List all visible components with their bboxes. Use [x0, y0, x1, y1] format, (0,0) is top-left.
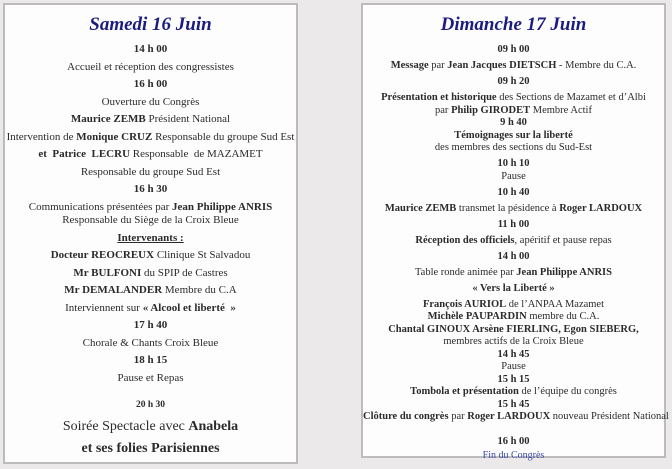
- schedule-text: Soirée Spectacle avec: [62, 418, 189, 434]
- schedule-sunday: [363, 44, 669, 461]
- schedule-line: [5, 419, 296, 434]
- schedule-text: et Patrice LECRU: [38, 148, 131, 160]
- schedule-line: [363, 171, 664, 182]
- schedule-text: 18 h 15: [133, 354, 168, 366]
- schedule-text: 17 h 40: [133, 319, 168, 331]
- schedule-line: [5, 338, 296, 350]
- schedule-text: Intervenants :: [117, 231, 184, 244]
- schedule-line: [363, 361, 664, 372]
- schedule-line: [5, 149, 296, 161]
- schedule-text: Philip GIRODET: [451, 104, 531, 116]
- schedule-line: [363, 374, 664, 385]
- programme-page-saturday: [3, 3, 298, 464]
- schedule-line: [363, 44, 664, 55]
- schedule-line: [5, 184, 296, 196]
- schedule-text: 14 h 00: [497, 250, 530, 262]
- schedule-text: des membres des sections du Sud-Est: [434, 142, 593, 153]
- schedule-text: Chorale & Chants Croix Bleue: [82, 336, 219, 349]
- schedule-line: [5, 79, 296, 91]
- schedule-line: [363, 399, 664, 410]
- schedule-text: Jean Philippe ANRIS: [172, 200, 273, 213]
- schedule-text: Fin du Congrès: [482, 450, 545, 461]
- schedule-text: Roger LARDOUX: [559, 202, 643, 214]
- schedule-text: « Alcool et liberté »: [142, 301, 236, 314]
- schedule-line: [363, 158, 664, 169]
- schedule-line: [363, 105, 664, 116]
- schedule-line: [363, 349, 664, 360]
- schedule-line: [5, 132, 296, 144]
- schedule-text: 14 h 45: [497, 348, 530, 360]
- schedule-text: 16 h 00: [133, 78, 168, 90]
- schedule-text: 09 h 00: [497, 44, 530, 55]
- schedule-text: Table ronde animée par: [414, 266, 517, 278]
- schedule-line: [5, 320, 296, 332]
- schedule-text: Michèle PAUPARDIN: [427, 311, 527, 322]
- schedule-text: Présentation et historique: [381, 92, 497, 103]
- schedule-line: [363, 267, 664, 278]
- schedule-text: du SPIP de Castres: [141, 266, 228, 279]
- schedule-line: [5, 285, 296, 297]
- schedule-line: [363, 386, 664, 397]
- schedule-gap: [363, 427, 664, 431]
- schedule-line: [363, 251, 664, 262]
- schedule-line: [5, 373, 296, 385]
- schedule-text: Maurice ZEMB: [70, 113, 146, 125]
- schedule-text: Clôture du congrès: [363, 411, 449, 422]
- schedule-text: Responsable de MAZAMET: [130, 148, 263, 160]
- schedule-text: Tombola et présentation: [410, 386, 519, 397]
- schedule-line: [363, 299, 664, 310]
- schedule-text: 16 h 30: [133, 183, 168, 195]
- schedule-text: 10 h 40: [497, 186, 530, 198]
- schedule-line: [363, 450, 664, 461]
- schedule-text: Président National: [145, 113, 231, 125]
- schedule-text: , apéritif et pause repas: [514, 234, 612, 246]
- schedule-text: par: [428, 60, 448, 71]
- schedule-text: 15 h 45: [497, 398, 530, 410]
- schedule-line: [363, 311, 664, 322]
- schedule-line: [363, 117, 664, 128]
- schedule-text: Communications présentées par: [28, 200, 173, 213]
- schedule-text: membres actifs de la Croix Bleue: [443, 336, 584, 347]
- schedule-gap: [5, 390, 296, 394]
- schedule-text: Membre Actif: [530, 104, 592, 116]
- schedule-text: Témoignages sur la liberté: [454, 129, 573, 141]
- schedule-text: Jean Jacques DIETSCH: [447, 60, 557, 71]
- schedule-text: Pause et Repas: [117, 371, 184, 384]
- schedule-text: Pause: [501, 170, 526, 182]
- schedule-line: [5, 268, 296, 280]
- schedule-text: 16 h 00: [497, 436, 530, 447]
- schedule-text: Maurice ZEMB: [384, 202, 457, 214]
- schedule-text: 15 h 15: [497, 373, 530, 385]
- schedule-text: Monique CRUZ: [76, 130, 153, 143]
- schedule-text: Clinique St Salvadou: [154, 249, 251, 261]
- schedule-text: de l’équipe du congrès: [518, 386, 617, 397]
- schedule-text: 10 h 10: [497, 158, 530, 169]
- schedule-text: 09 h 20: [497, 76, 530, 87]
- schedule-line: [5, 441, 296, 456]
- schedule-line: [363, 436, 664, 447]
- schedule-text: Intervention de: [6, 130, 77, 143]
- schedule-text: Anabela: [188, 418, 239, 434]
- schedule-text: « Vers la Liberté »: [472, 282, 555, 294]
- schedule-text: 9 h 40: [500, 117, 527, 128]
- schedule-text: Pause: [501, 361, 526, 372]
- schedule-text: Jean Philippe ANRIS: [516, 266, 612, 278]
- schedule-text: membre du C.A.: [526, 311, 600, 322]
- schedule-text: Responsable du groupe Sud Est: [80, 165, 221, 178]
- schedule-text: et ses folies Parisiennes: [81, 440, 220, 456]
- schedule-text: 14 h 00: [133, 43, 168, 55]
- schedule-text: des Sections de Mazamet et d’Albi: [496, 92, 646, 103]
- schedule-text: Chantal GINOUX Arsène FIERLING, Egon SIEBERG,: [388, 323, 639, 335]
- schedule-line: [5, 97, 296, 109]
- schedule-line: [363, 411, 669, 422]
- schedule-line: [363, 219, 664, 230]
- page-title-sunday: Dimanche 17 Juin: [440, 14, 587, 35]
- schedule-text: par: [435, 104, 452, 116]
- schedule-line: [5, 400, 296, 412]
- schedule-line: [363, 76, 664, 87]
- schedule-line: [363, 92, 664, 103]
- schedule-line: [363, 283, 664, 294]
- schedule-text: 11 h 00: [497, 218, 530, 230]
- programme-page-sunday: [361, 3, 669, 461]
- schedule-text: Responsable du groupe Sud Est: [152, 130, 295, 143]
- schedule-line: [5, 303, 296, 315]
- schedule-text: Message: [390, 60, 429, 71]
- schedule-line: [5, 167, 296, 179]
- schedule-text: Ouverture du Congrès: [101, 95, 200, 108]
- schedule-line: [5, 215, 296, 227]
- schedule-line: [363, 336, 664, 347]
- schedule-line: [363, 142, 664, 153]
- schedule-line: [363, 324, 664, 335]
- schedule-text: - Membre du C.A.: [556, 60, 637, 71]
- schedule-text: Roger LARDOUX: [467, 411, 551, 422]
- schedule-line: [5, 202, 296, 214]
- schedule-line: [5, 114, 296, 126]
- schedule-text: de l’ANPAA Mazamet: [506, 298, 605, 310]
- schedule-line: [363, 235, 664, 246]
- schedule-text: transmet la pésidence à: [456, 202, 560, 214]
- schedule-text: Accueil et réception des congressistes: [67, 60, 234, 73]
- schedule-line: [5, 62, 296, 74]
- schedule-text: Mr BULFONI: [73, 266, 142, 279]
- schedule-line: [363, 203, 664, 214]
- schedule-line: [5, 233, 296, 245]
- schedule-text: nouveau Président National: [550, 411, 669, 422]
- schedule-line: [5, 355, 296, 367]
- schedule-saturday: [5, 44, 296, 456]
- schedule-text: Membre du C.A: [162, 284, 237, 296]
- schedule-text: Responsable du Siège de la Croix Bleue: [62, 214, 239, 226]
- page-title-saturday: Samedi 16 Juin: [89, 14, 212, 35]
- schedule-text: par: [448, 411, 468, 422]
- schedule-text: Mr DEMALANDER: [64, 284, 163, 296]
- schedule-line: [363, 187, 664, 198]
- schedule-text: Interviennent sur: [65, 301, 143, 314]
- schedule-text: 20 h 30: [135, 400, 166, 410]
- schedule-line: [5, 250, 296, 262]
- schedule-line: [363, 130, 664, 141]
- schedule-line: [363, 60, 664, 71]
- schedule-text: Réception des officiels: [415, 234, 515, 246]
- schedule-text: François AURIOL: [422, 298, 507, 310]
- schedule-line: [5, 44, 296, 56]
- schedule-text: Docteur REOCREUX: [50, 249, 155, 261]
